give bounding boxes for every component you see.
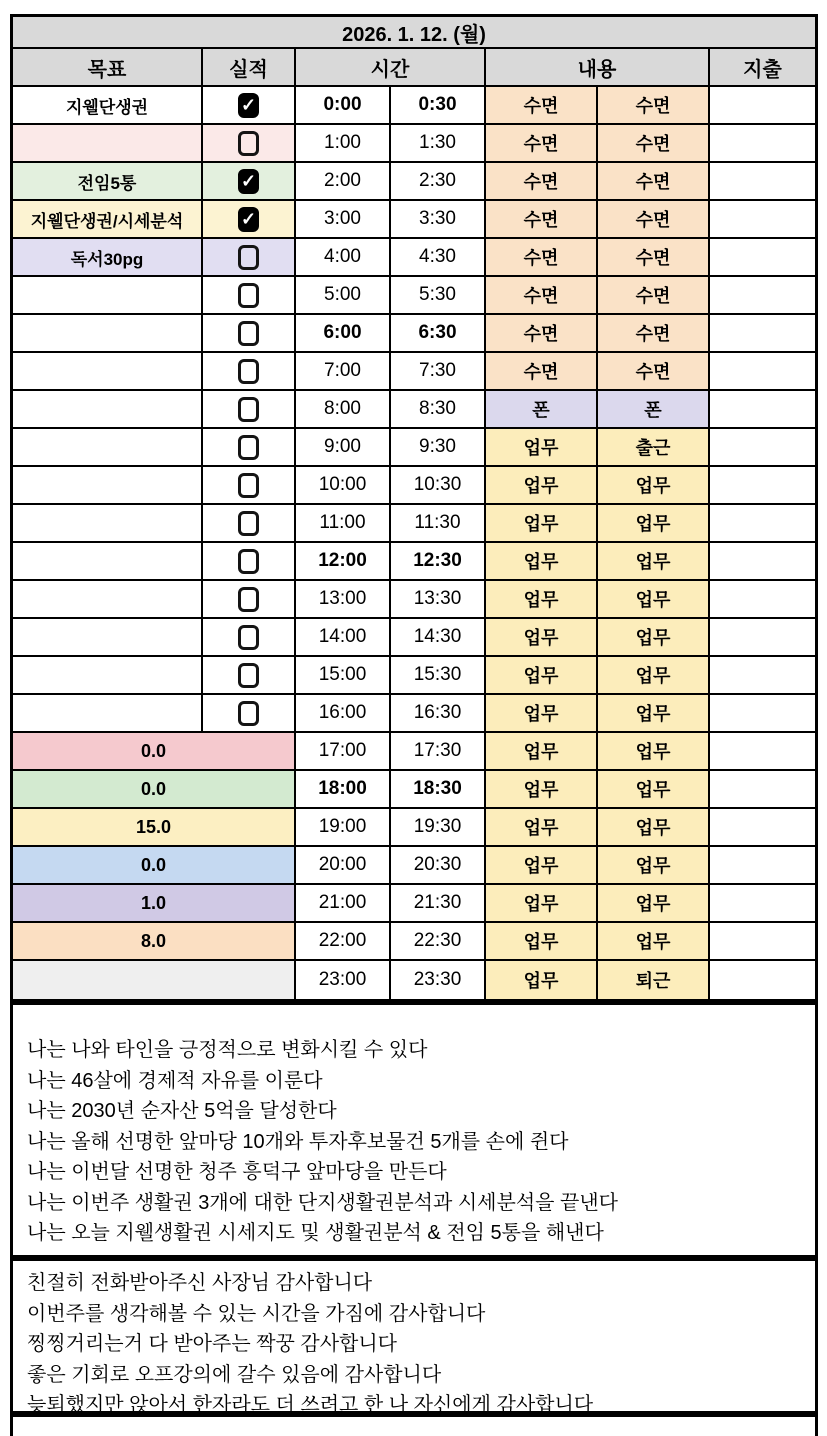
time-cell: 18:00 (296, 771, 391, 807)
time-cell: 3:30 (391, 201, 486, 237)
table-row (13, 809, 815, 847)
table-row (13, 467, 815, 505)
goal-cell (13, 467, 203, 503)
expense-cell (710, 315, 815, 351)
table-row (13, 277, 815, 315)
content-cell: 업무 (486, 847, 598, 883)
goal-cell (13, 125, 203, 161)
content-cell: 업무 (486, 581, 598, 617)
table-row (13, 163, 815, 201)
time-cell: 13:30 (391, 581, 486, 617)
content-cell: 업무 (486, 467, 598, 503)
actual-cell (203, 87, 296, 123)
content-cell: 수면 (598, 315, 710, 351)
time-cell: 8:00 (296, 391, 391, 427)
affirmation-line: 나는 오늘 지웰생활권 시세지도 및 생활권분석 & 전임 5통을 해낸다 (27, 1222, 604, 1244)
table-row (13, 961, 815, 999)
table-row (13, 505, 815, 543)
time-cell: 3:00 (296, 201, 391, 237)
content-cell: 업무 (598, 847, 710, 883)
time-cell: 16:00 (296, 695, 391, 731)
checkbox-unchecked-icon[interactable] (238, 397, 259, 422)
column-header-row (13, 49, 815, 87)
content-cell: 업무 (598, 467, 710, 503)
checkbox-unchecked-icon[interactable] (238, 321, 259, 346)
goal-cell: 지웰단생권/시세분석 (13, 201, 203, 237)
checkbox-unchecked-icon[interactable] (238, 245, 259, 270)
expense-cell (710, 923, 815, 959)
checkbox-unchecked-icon[interactable] (238, 359, 259, 384)
content-cell: 수면 (598, 125, 710, 161)
content-cell: 수면 (486, 201, 598, 237)
daily-sum-cell: 8.0 (13, 923, 296, 959)
content-cell: 업무 (486, 923, 598, 959)
time-cell: 4:30 (391, 239, 486, 275)
daily-sum-cell (13, 961, 296, 999)
expense-cell (710, 163, 815, 199)
actual-cell (203, 619, 296, 655)
expense-cell (710, 733, 815, 769)
content-cell: 업무 (486, 619, 598, 655)
actual-cell (203, 657, 296, 693)
content-cell: 업무 (598, 733, 710, 769)
content-cell: 출근 (598, 429, 710, 465)
table-row (13, 543, 815, 581)
table-row (13, 239, 815, 277)
checkbox-unchecked-icon[interactable] (238, 625, 259, 650)
content-cell: 수면 (486, 277, 598, 313)
expense-cell (710, 771, 815, 807)
expense-cell (710, 201, 815, 237)
affirmation-line: 나는 올해 선명한 앞마당 10개와 투자후보물건 5개를 손에 쥔다 (27, 1130, 569, 1153)
table-row (13, 733, 815, 771)
gratitude-line: 이번주를 생각해볼 수 있는 시간을 가짐에 감사합니다 (27, 1302, 486, 1325)
time-cell: 17:00 (296, 733, 391, 769)
content-cell: 수면 (486, 87, 598, 123)
checkbox-unchecked-icon[interactable] (238, 131, 259, 156)
time-cell: 2:00 (296, 163, 391, 199)
table-row (13, 695, 815, 733)
time-cell: 19:00 (296, 809, 391, 845)
time-cell: 23:00 (296, 961, 391, 999)
time-cell: 10:00 (296, 467, 391, 503)
content-cell: 수면 (486, 125, 598, 161)
time-cell: 22:30 (391, 923, 486, 959)
time-cell: 12:00 (296, 543, 391, 579)
goal-cell (13, 391, 203, 427)
actual-cell (203, 581, 296, 617)
time-cell: 16:30 (391, 695, 486, 731)
daily-sum-cell: 0.0 (13, 771, 296, 807)
expense-cell (710, 239, 815, 275)
time-cell: 5:30 (391, 277, 486, 313)
content-cell: 업무 (598, 543, 710, 579)
column-header-time: 시간 (296, 49, 486, 85)
goal-cell (13, 581, 203, 617)
actual-cell (203, 467, 296, 503)
column-header-actual: 실적 (203, 49, 296, 85)
time-cell: 12:30 (391, 543, 486, 579)
gratitude-line: 찡찡거리는거 다 받아주는 짝꿍 감사합니다 (27, 1333, 397, 1355)
content-cell: 업무 (598, 695, 710, 731)
date-header: 2026. 1. 12. (월) (342, 23, 486, 46)
date-header-row (13, 17, 815, 49)
time-cell: 11:00 (296, 505, 391, 541)
actual-cell (203, 201, 296, 237)
table-row (13, 657, 815, 695)
goal-cell (13, 543, 203, 579)
expense-cell (710, 581, 815, 617)
checkbox-unchecked-icon[interactable] (238, 663, 259, 688)
time-cell: 0:00 (296, 87, 391, 123)
time-cell: 6:30 (391, 315, 486, 351)
checkbox-unchecked-icon[interactable] (238, 435, 259, 460)
goal-cell: 전임5통 (13, 163, 203, 199)
content-cell: 업무 (486, 429, 598, 465)
time-cell: 9:00 (296, 429, 391, 465)
gratitude-line: 늦퇴했지만 앉아서 한자라도 더 쓰려고 한 나 자신에게 감사합니다 (27, 1394, 594, 1416)
time-cell: 10:30 (391, 467, 486, 503)
affirmation-line: 나는 나와 타인을 긍정적으로 변화시킬 수 있다 (27, 1039, 428, 1061)
checkbox-checked-icon[interactable] (238, 169, 259, 194)
time-cell: 19:30 (391, 809, 486, 845)
daily-sum-cell: 0.0 (13, 733, 296, 769)
content-cell: 수면 (486, 239, 598, 275)
content-cell: 업무 (598, 771, 710, 807)
column-header-expense: 지출 (743, 58, 782, 81)
goal-cell (13, 315, 203, 351)
affirmation-line: 나는 이번주 생활권 3개에 대한 단지생활권분석과 시세분석을 끝낸다 (27, 1191, 618, 1214)
table-row (13, 315, 815, 353)
actual-cell (203, 391, 296, 427)
time-cell: 5:00 (296, 277, 391, 313)
actual-cell (203, 505, 296, 541)
checkbox-checked-icon[interactable] (238, 93, 259, 118)
actual-cell (203, 125, 296, 161)
content-cell: 업무 (598, 581, 710, 617)
goal-cell (13, 619, 203, 655)
expense-cell (710, 467, 815, 503)
gratitude-line: 좋은 기회로 오프강의에 갈수 있음에 감사합니다 (27, 1363, 442, 1386)
actual-cell (203, 543, 296, 579)
goal-cell (13, 277, 203, 313)
expense-cell (710, 695, 815, 731)
affirmation-line: 나는 2030년 순자산 5억을 달성한다 (27, 1100, 337, 1122)
gratitude-line: 친절히 전화받아주신 사장님 감사합니다 (27, 1272, 373, 1294)
time-cell: 20:30 (391, 847, 486, 883)
content-cell: 업무 (486, 809, 598, 845)
expense-cell (710, 809, 815, 845)
content-cell: 퇴근 (598, 961, 710, 999)
actual-cell (203, 239, 296, 275)
checkbox-unchecked-icon[interactable] (238, 283, 259, 308)
goal-cell: 독서30pg (13, 239, 203, 275)
table-row (13, 771, 815, 809)
actual-cell (203, 277, 296, 313)
time-cell: 6:00 (296, 315, 391, 351)
goal-cell (13, 429, 203, 465)
content-cell: 업무 (486, 695, 598, 731)
content-cell: 업무 (486, 733, 598, 769)
actual-cell (203, 315, 296, 351)
content-cell: 업무 (598, 657, 710, 693)
checkbox-unchecked-icon[interactable] (238, 587, 259, 612)
content-cell: 업무 (486, 543, 598, 579)
expense-cell (710, 543, 815, 579)
checkbox-checked-icon[interactable] (238, 207, 259, 232)
time-cell: 2:30 (391, 163, 486, 199)
affirmations-section (10, 1002, 818, 1258)
time-cell: 21:00 (296, 885, 391, 921)
content-cell: 업무 (486, 885, 598, 921)
expense-cell (710, 885, 815, 921)
content-cell: 수면 (598, 239, 710, 275)
checkbox-unchecked-icon[interactable] (238, 473, 259, 498)
actual-cell (203, 695, 296, 731)
content-cell: 업무 (486, 961, 598, 999)
table-row (13, 581, 815, 619)
time-cell: 18:30 (391, 771, 486, 807)
table-row (13, 87, 815, 125)
time-cell: 1:30 (391, 125, 486, 161)
content-cell: 업무 (598, 885, 710, 921)
time-cell: 7:00 (296, 353, 391, 389)
actual-cell (203, 163, 296, 199)
time-cell: 22:00 (296, 923, 391, 959)
content-cell: 업무 (486, 505, 598, 541)
affirmation-line: 나는 이번달 선명한 청주 흥덕구 앞마당을 만든다 (27, 1161, 447, 1183)
table-row (13, 429, 815, 467)
content-cell: 업무 (598, 923, 710, 959)
expense-cell (710, 619, 815, 655)
content-cell: 업무 (598, 619, 710, 655)
daily-sum-cell: 0.0 (13, 847, 296, 883)
time-cell: 20:00 (296, 847, 391, 883)
schedule-table (10, 14, 818, 1002)
expense-cell (710, 847, 815, 883)
time-cell: 15:00 (296, 657, 391, 693)
goal-cell (13, 353, 203, 389)
time-cell: 0:30 (391, 87, 486, 123)
content-cell: 수면 (486, 353, 598, 389)
content-cell: 수면 (486, 315, 598, 351)
time-cell: 17:30 (391, 733, 486, 769)
expense-cell (710, 657, 815, 693)
content-cell: 수면 (598, 277, 710, 313)
content-cell: 폰 (598, 391, 710, 427)
goal-cell: 지웰단생권 (13, 87, 203, 123)
column-header-content: 내용 (486, 49, 710, 85)
expense-cell (710, 429, 815, 465)
content-cell: 수면 (486, 163, 598, 199)
goal-cell (13, 657, 203, 693)
expense-cell (710, 961, 815, 999)
table-row (13, 125, 815, 163)
time-cell: 15:30 (391, 657, 486, 693)
expense-cell (710, 87, 815, 123)
daily-sum-cell: 1.0 (13, 885, 296, 921)
affirmation-line: 나는 46살에 경제적 자유를 이룬다 (27, 1069, 323, 1092)
goal-cell (13, 695, 203, 731)
table-row (13, 847, 815, 885)
table-row (13, 923, 815, 961)
expense-cell (710, 391, 815, 427)
expense-cell (710, 353, 815, 389)
time-cell: 21:30 (391, 885, 486, 921)
table-row (13, 619, 815, 657)
content-cell: 업무 (486, 657, 598, 693)
gratitude-section (10, 1258, 818, 1414)
table-row (13, 885, 815, 923)
checkbox-unchecked-icon[interactable] (238, 549, 259, 574)
time-cell: 23:30 (391, 961, 486, 999)
time-cell: 9:30 (391, 429, 486, 465)
expense-cell (710, 505, 815, 541)
goal-cell (13, 505, 203, 541)
time-cell: 1:00 (296, 125, 391, 161)
content-cell: 폰 (486, 391, 598, 427)
checkbox-unchecked-icon[interactable] (238, 701, 259, 726)
time-cell: 13:00 (296, 581, 391, 617)
expense-cell (710, 277, 815, 313)
time-cell: 7:30 (391, 353, 486, 389)
table-row (13, 353, 815, 391)
time-cell: 11:30 (391, 505, 486, 541)
actual-cell (203, 353, 296, 389)
checkbox-unchecked-icon[interactable] (238, 511, 259, 536)
actual-cell (203, 429, 296, 465)
planner-sheet (10, 14, 818, 1436)
daily-sum-cell: 15.0 (13, 809, 296, 845)
table-body (13, 87, 815, 999)
expense-cell (710, 125, 815, 161)
time-cell: 14:00 (296, 619, 391, 655)
column-header-goal: 목표 (13, 49, 203, 85)
table-row (13, 391, 815, 429)
content-cell: 수면 (598, 353, 710, 389)
table-row (13, 201, 815, 239)
content-cell: 업무 (486, 771, 598, 807)
content-cell: 수면 (598, 87, 710, 123)
content-cell: 업무 (598, 505, 710, 541)
time-cell: 4:00 (296, 239, 391, 275)
time-cell: 8:30 (391, 391, 486, 427)
content-cell: 업무 (598, 809, 710, 845)
time-cell: 14:30 (391, 619, 486, 655)
content-cell: 수면 (598, 201, 710, 237)
content-cell: 수면 (598, 163, 710, 199)
